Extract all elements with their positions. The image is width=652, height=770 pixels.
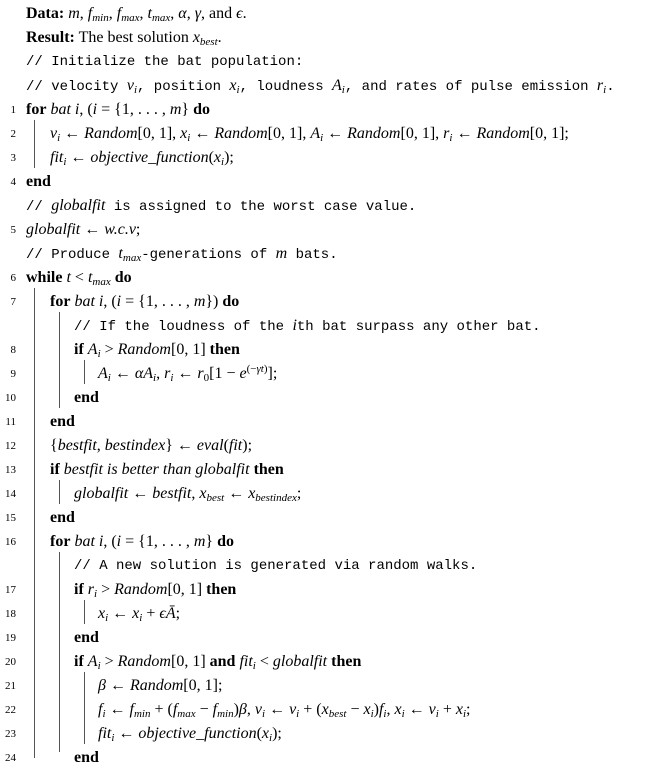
result-label: Result:	[26, 29, 75, 46]
scope-bar-for-16	[59, 552, 60, 752]
scope-bar-for-1	[34, 120, 35, 168]
scope-bar-if-13	[59, 480, 60, 504]
scope-bar-for-7	[59, 312, 60, 408]
scope-bar-if-20	[84, 672, 85, 744]
algorithm-block: Data: m, $f_{min}$, $f_{max}$, $t_{max}$, α, γ, and ϵ. Result: The best solution $x_{best}$. // Initialize the bat population: // velocity $v_i$, position $x_i$, loudness $A_i$, and rates of pulse emission $r_i$. 1 for bat i, (i = {1, . . . , m} do 2 $v_i$ ← Random[0, 1], $x_i$ ← Random[0, 1], $A_i$ ← Random[0, 1], $r_i$ ← Random[0, 1]; 3 fit$_i$ ← $objective\_function(x_i)$; 4 end // globalfit is assigned to the worst case value. 5 globalfit ← w.c.v; // Produce $t_{max}$-generations of m bats. 6 while $t < t_{max}$ do 7 for bat i, (i = {1, . . . , m}) do // If the loudness of the ith bat surpass any other bat. 8 if $A_i$ > Random[0, 1] then 9 $A_i$ ← $\alpha A_i$, $r_i$ ← $r_0[1 - e^{(-\gamma t)}]$; 10 end 11 end 12 {bestfit, bestindex} ← eval(fit); 13 if bestfit is better than globalfit then 14 globalfit ← bestfit, $x_{best}$ ← $x_{bestindex}$; 15 end 16 for bat i, (i = {1, . . . , m} do // A new solution is generated via random walks. 17 if $r_i$ > Random[0, 1] then 18 $x_i$ ← $x_i$ + ϵĀ; 19 end 20 if $A_i$ > Random[0, 1] and fit$_i$ < globalfit then 21 β ← Random[0, 1]; 22 $f_i$ ← $f_{min} + (f_{max} - f_{min})\beta$, $v_i$ ← $v_i + (x_{best} - x_i)f_i$, $x_i$ ← $v_i + x_i$; 23 fit$_i$ ← $objective\_function(x_i)$; 24 end	[5, 5, 615, 766]
scope-bar-while	[34, 288, 35, 758]
scope-bar-if-17	[84, 600, 85, 624]
data-label: Data:	[26, 5, 65, 22]
scope-bar-if-8	[84, 360, 85, 384]
